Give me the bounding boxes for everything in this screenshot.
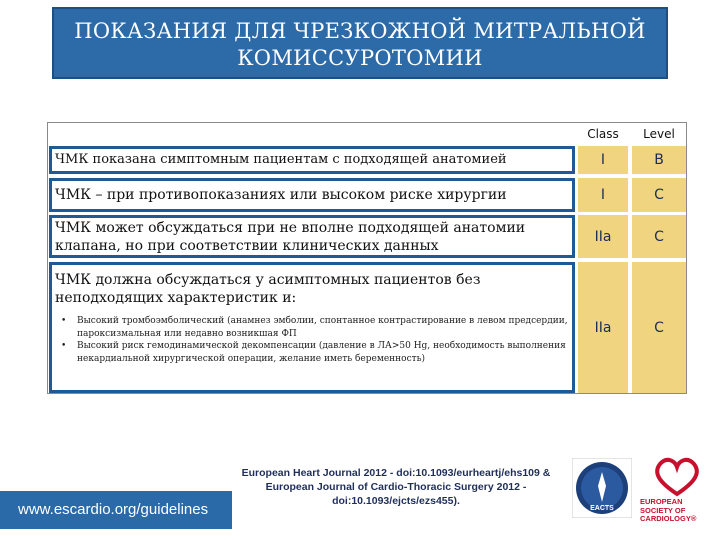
table-row (49, 262, 575, 393)
list-item: • Высокий риск гемодинамической декомпенсации (давление в ЛА>50 Hg, необходимость выполнения некардиальной хирургической операции, желание иметь беременность) (55, 340, 572, 365)
title-line-2: КОМИССУРОТОМИИ (237, 46, 483, 70)
row-3-class: IIa (578, 215, 628, 258)
page-title (52, 7, 668, 79)
header-level: Level (643, 127, 675, 141)
esc-line-2: SOCIETY OF (640, 505, 686, 515)
row-3-level: C (632, 215, 686, 258)
row-3-text: ЧМК может обсуждаться при не вполне подходящей анатомии клапана, но при соответствии клинических данных (52, 218, 572, 255)
recommendations-table (47, 122, 687, 394)
esc-line-3: CARDIOLOGY® (640, 514, 697, 523)
row-1-class: I (578, 146, 628, 174)
row-4-bullets (55, 315, 572, 365)
header-class: Class (587, 127, 619, 141)
table-row (49, 215, 575, 258)
eacts-logo-icon (572, 458, 632, 518)
row-1-text: ЧМК показана симптомным пациентам с подходящей анатомией (52, 149, 572, 171)
esc-wordmark (640, 498, 716, 524)
row-4-class: IIa (578, 262, 628, 393)
row-2-text: ЧМК – при противопоказаниях или высоком риске хирургии (52, 181, 572, 209)
row-4-text: ЧМК должна обсуждаться у асимптомных пациентов без неподходящих характеристик и: (55, 272, 481, 306)
table-row (49, 178, 575, 212)
row-2-level: C (632, 178, 686, 212)
citation-line-1: European Heart Journal 2012 - doi:10.1093/eurheartj/ehs109 & (241, 467, 551, 479)
esc-heart-logo-icon (642, 456, 712, 536)
citation-line-2: European Journal of Cardio-Thoracic Surgery 2012 - (265, 481, 527, 493)
row-2-class: I (578, 178, 628, 212)
esc-line-1: EUROPEAN (640, 497, 683, 506)
table-row (49, 146, 575, 174)
row-4-content (52, 265, 572, 390)
citation-line-3: doi:10.1093/ejcts/ezs455). (332, 495, 460, 507)
guidelines-link[interactable]: www.escardio.org/guidelines (0, 491, 232, 529)
eacts-label: EACTS (590, 505, 614, 512)
list-item: • Высокий тромбоэмболический (анамнез эмболии, спонтанное контрастирование в левом предсердии, пароксизмальная или недавно возникшая ФП (55, 315, 572, 340)
row-4-level: C (632, 262, 686, 393)
citation (226, 466, 566, 508)
row-1-level: B (632, 146, 686, 174)
title-line-1: ПОКАЗАНИЯ ДЛЯ ЧРЕЗКОЖНОЙ МИТРАЛЬНОЙ (74, 19, 646, 43)
